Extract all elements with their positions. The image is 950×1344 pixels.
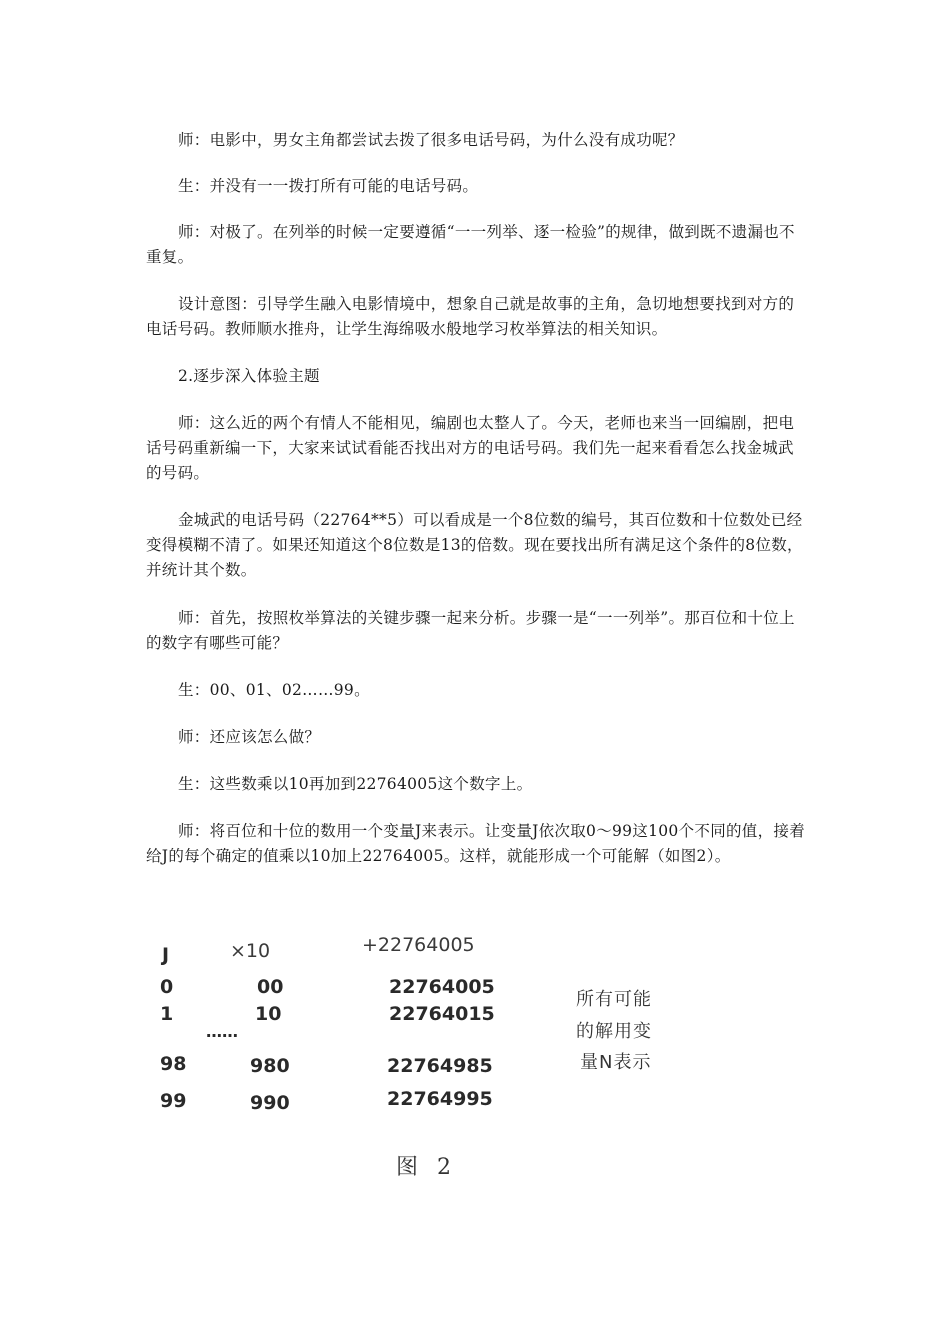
- paragraph-6: 师：这么近的两个有情人不能相见，编剧也太整人了。今天，老师也来当一回编剧，把电话号码重新编一下，大家来试试看能否找出对方的电话号码。我们先一起来看看怎么找金城武的号码。: [146, 414, 795, 482]
- figure-row-j: 0: [160, 976, 174, 998]
- figure-caption: 图 2: [396, 1155, 457, 1180]
- paragraph-7: 金城武的电话号码（22764**5）可以看成是一个8位数的编号，其百位数和十位数处已经变得模糊不清了。如果还知道这个8位数是13的倍数。现在要找出所有满足这个条件的8位数，并统计其个数。: [146, 511, 803, 579]
- figure-row-times10: 980: [250, 1055, 290, 1077]
- figure-note-line-2: 的解用变: [576, 1021, 652, 1042]
- paragraph-10: 师：还应该怎么做？: [178, 728, 321, 746]
- paragraph-11: 生：这些数乘以10再加到22764005这个数字上。: [178, 775, 533, 793]
- paragraph-8: 师：首先，按照枚举算法的关键步骤一起来分析。步骤一是“一一列举”。那百位和十位上的数字有哪些可能？: [146, 609, 795, 652]
- paragraph-2: 生：并没有一一拨打所有可能的电话号码。: [178, 177, 479, 195]
- figure-row-sum: 22764995: [387, 1088, 493, 1110]
- figure-note-line-1: 所有可能: [576, 989, 652, 1010]
- paragraph-5: 2.逐步深入体验主题: [178, 367, 320, 385]
- figure-row-sum: 22764015: [389, 1003, 495, 1025]
- figure-note-line-3: 量N表示: [580, 1052, 652, 1073]
- figure-row-j: 99: [160, 1090, 187, 1112]
- paragraph-1: 师：电影中，男女主角都尝试去拨了很多电话号码，为什么没有成功呢？: [178, 131, 684, 149]
- figure-row-times10: 10: [255, 1003, 282, 1025]
- figure-header-j: J: [162, 944, 170, 966]
- paragraph-9: 生：00、01、02……99。: [178, 681, 370, 699]
- figure-header-times10: ×10: [230, 940, 271, 962]
- figure-header-plus: +22764005: [362, 934, 475, 956]
- figure-row-times10: 00: [257, 976, 284, 998]
- figure-row-j: 98: [160, 1053, 187, 1075]
- figure-row-sum: 22764985: [387, 1055, 493, 1077]
- paragraph-4: 设计意图：引导学生融入电影情境中，想象自己就是故事的主角，急切地想要找到对方的电话号码。教师顺水推舟，让学生海绵吸水般地学习枚举算法的相关知识。: [146, 295, 795, 338]
- paragraph-12: 师：将百位和十位的数用一个变量J来表示。让变量J依次取0～99这100个不同的值，接着给J的每个确定的值乘以10加上22764005。这样，就能形成一个可能解（如图2）。: [146, 822, 805, 865]
- figure-row-times10: 990: [250, 1092, 290, 1114]
- paragraph-3: 师：对极了。在列举的时候一定要遵循“一一列举、逐一检验”的规律，做到既不遗漏也不重复。: [146, 223, 795, 266]
- figure-row-j: 1: [160, 1003, 174, 1025]
- figure-ellipsis: ……: [206, 1022, 238, 1041]
- figure-row-sum: 22764005: [389, 976, 495, 998]
